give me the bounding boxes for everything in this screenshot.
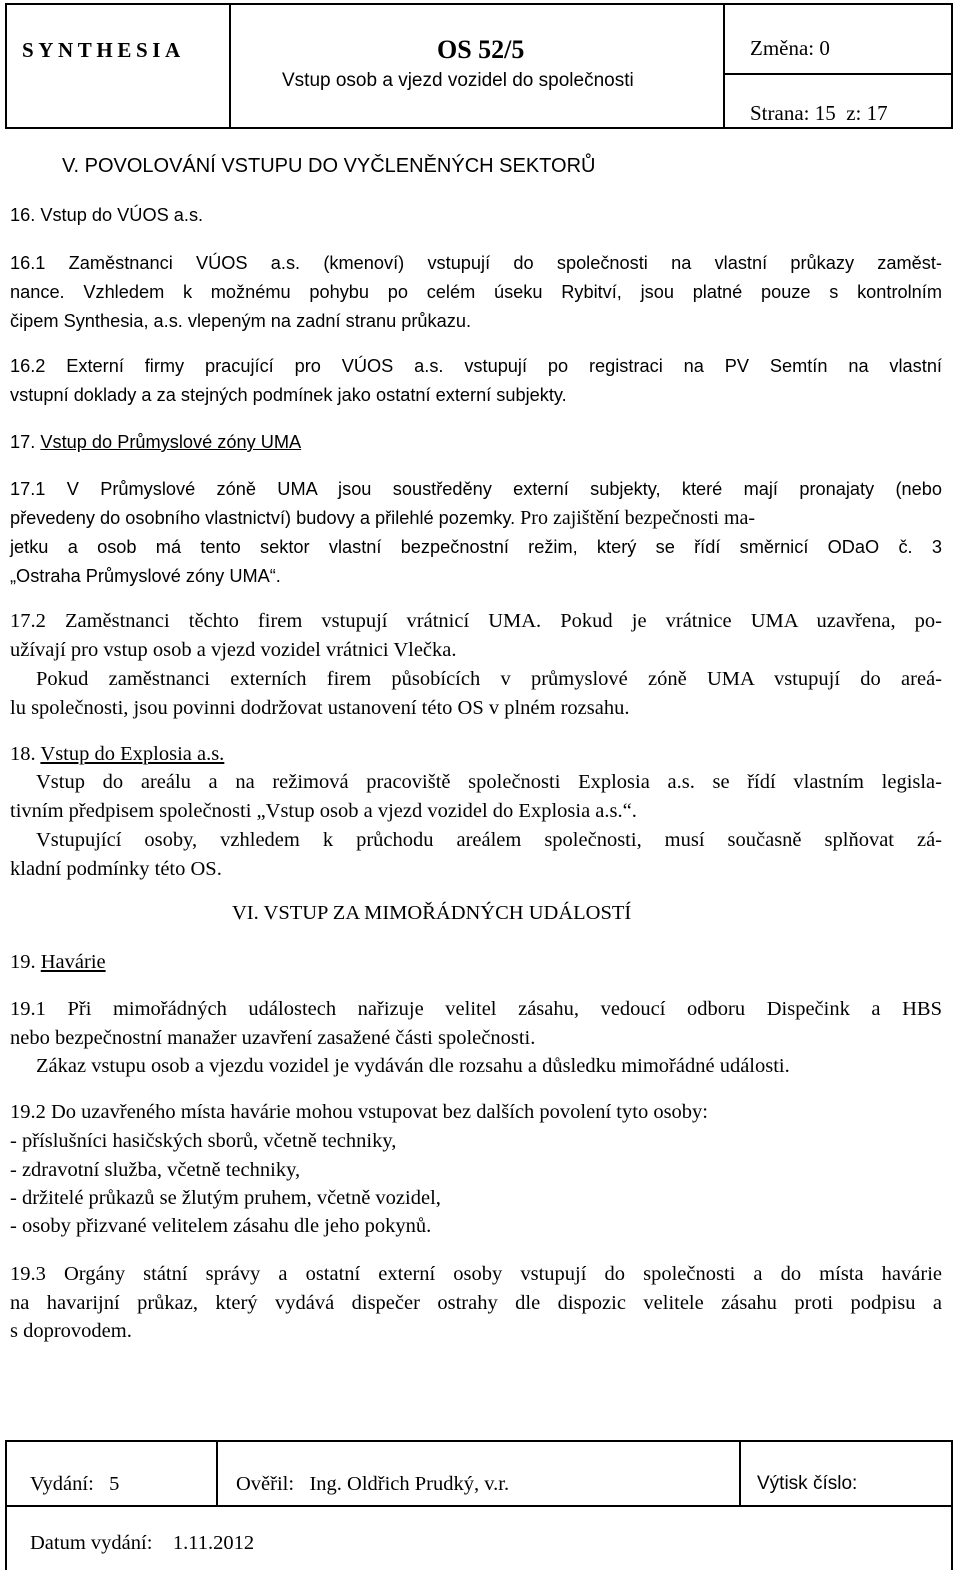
section-19-2-item: - osoby přizvané velitelem zásahu dle jeho pokynů. bbox=[10, 1215, 432, 1237]
copy-number-label: Výtisk číslo: bbox=[757, 1473, 858, 1494]
section-18-line: kladní podmínky této OS. bbox=[10, 858, 222, 880]
page-current: 15 bbox=[814, 101, 836, 125]
chapter-v-title: V. POVOLOVÁNÍ VSTUPU DO VYČLENĚNÝCH SEKTORŮ bbox=[62, 155, 596, 177]
issue-field bbox=[30, 1473, 119, 1496]
company-name: SYNTHESIA bbox=[22, 38, 185, 62]
section-17-2-line: lu společnosti, jsou povinni dodržovat ustanovení této OS v plném rozsahu. bbox=[10, 697, 630, 719]
issue-date-field bbox=[30, 1532, 254, 1555]
section-17-2-line: 17.2 Zaměstnanci těchto firem vstupují vrátnicí UMA. Pokud je vrátnice UMA uzavřena, po- bbox=[10, 610, 942, 632]
change-label: Změna: bbox=[750, 36, 815, 60]
section-17-1-text-serif: Pro zajištění bezpečnosti ma- bbox=[515, 507, 756, 529]
section-19-1-line: Zákaz vstupu osob a vjezdu vozidel je vydáván dle rozsahu a důsledku mimořádné události. bbox=[36, 1055, 790, 1077]
section-17-1-line-mixed bbox=[10, 507, 755, 530]
section-17-2-line: Pokud zaměstnanci externích firem působících v průmyslové zóně UMA vstupují do areá- bbox=[36, 668, 942, 690]
issue-label: Vydání: bbox=[30, 1473, 94, 1495]
issue-date-label: Datum vydání: bbox=[30, 1532, 153, 1554]
section-16-2-line: 16.2 Externí firmy pracující pro VÚOS a.s. vstupují po registraci na PV Semtín na vlastní bbox=[10, 356, 942, 376]
header-divider bbox=[229, 5, 231, 127]
issue-date-value: 1.11.2012 bbox=[172, 1532, 255, 1554]
section-19-2-intro: 19.2 Do uzavřeného místa havárie mohou vstupovat bez dalších povolení tyto osoby: bbox=[10, 1101, 708, 1123]
section-18-line: Vstup do areálu a na režimová pracoviště společnosti Explosia a.s. se řídí vlastním legisla- bbox=[36, 771, 942, 793]
change-field bbox=[750, 36, 830, 61]
section-19-1-line: 19.1 Při mimořádných událostech nařizuje velitel zásahu, vedoucí odboru Dispečink a HBS bbox=[10, 998, 942, 1020]
section-16-1-line: čipem Synthesia, a.s. vlepeným na zadní stranu průkazu. bbox=[10, 311, 471, 331]
section-17-title: Vstup do Průmyslové zóny UMA bbox=[40, 432, 302, 452]
footer-divider bbox=[216, 1442, 218, 1505]
section-19-2-item: - příslušníci hasičských sborů, včetně techniky, bbox=[10, 1130, 397, 1152]
section-18-line: tivním předpisem společnosti „Vstup osob a vjezd vozidel do Explosia a.s.“. bbox=[10, 800, 637, 822]
section-19-2-item: - zdravotní služba, včetně techniky, bbox=[10, 1159, 301, 1181]
footer-divider bbox=[739, 1442, 741, 1505]
page-field bbox=[750, 101, 888, 126]
section-19-2-item: - držitelé průkazů se žlutým pruhem, včetně vozidel, bbox=[10, 1187, 441, 1209]
document-number: OS 52/5 bbox=[437, 35, 525, 64]
verified-label: Ověřil: bbox=[236, 1473, 295, 1495]
section-19-1-line: nebo bezpečnostní manažer uzavření zasažené části společnosti. bbox=[10, 1027, 536, 1049]
header-divider bbox=[723, 5, 725, 127]
section-16-1-line: nance. Vzhledem k možnému pohybu po celém úseku Rybitví, jsou platné pouze s kontrolním bbox=[10, 282, 942, 302]
footer-divider bbox=[7, 1505, 951, 1507]
section-16-heading: 16. Vstup do VÚOS a.s. bbox=[10, 205, 204, 225]
section-18-heading bbox=[10, 743, 224, 765]
section-17-1-line: jetku a osob má tento sektor vlastní bezpečnostní režim, který se řídí směrnicí ODaO č. 3 bbox=[10, 537, 942, 557]
verified-field bbox=[236, 1473, 509, 1496]
section-19-heading bbox=[10, 951, 106, 973]
section-19-number: 19. bbox=[10, 951, 36, 973]
section-19-title: Havárie bbox=[40, 951, 106, 973]
section-16-1-line: 16.1 Zaměstnanci VÚOS a.s. (kmenoví) vstupují do společnosti na vlastní průkazy zaměst- bbox=[10, 253, 942, 273]
page-of-label: z: bbox=[846, 101, 862, 125]
issue-value: 5 bbox=[109, 1473, 120, 1495]
page-label: Strana: bbox=[750, 101, 810, 125]
section-16-2-line: vstupní doklady a za stejných podmínek jako ostatní externí subjekty. bbox=[10, 385, 567, 405]
chapter-vi-title: VI. VSTUP ZA MIMOŘÁDNÝCH UDÁLOSTÍ bbox=[232, 902, 632, 924]
section-17-2-line: užívají pro vstup osob a vjezd vozidel vrátnici Vlečka. bbox=[10, 639, 457, 661]
header-divider bbox=[723, 73, 951, 75]
page-total: 17 bbox=[866, 101, 888, 125]
section-17-heading bbox=[10, 431, 301, 453]
section-18-line: Vstupující osoby, vzhledem k průchodu areálem společnosti, musí současně splňovat zá- bbox=[36, 829, 942, 851]
section-19-3-line: 19.3 Orgány státní správy a ostatní externí osoby vstupují do společnosti a do místa havárie bbox=[10, 1263, 942, 1285]
section-17-1-line: 17.1 V Průmyslové zóně UMA jsou soustředěny externí subjekty, které mají pronajaty (nebo bbox=[10, 479, 942, 499]
document-title: Vstup osob a vjezd vozidel do společnosti bbox=[282, 70, 634, 91]
verified-value: Ing. Oldřich Prudký, v.r. bbox=[309, 1473, 510, 1495]
section-17-1-line: „Ostraha Průmyslové zóny UMA“. bbox=[10, 566, 281, 586]
change-value: 0 bbox=[819, 36, 830, 60]
section-18-number: 18. bbox=[10, 743, 36, 765]
section-19-3-line: na havarijní průkaz, který vydává dispečer ostrahy dle dispozic velitele zásahu proti podpisu a bbox=[10, 1292, 942, 1314]
section-18-title: Vstup do Explosia a.s. bbox=[40, 743, 225, 765]
section-19-3-line: s doprovodem. bbox=[10, 1320, 132, 1342]
section-17-1-text-sans: převedeny do osobního vlastnictví) budovy a přilehlé pozemky. bbox=[10, 508, 516, 528]
section-17-number: 17. bbox=[10, 432, 36, 452]
